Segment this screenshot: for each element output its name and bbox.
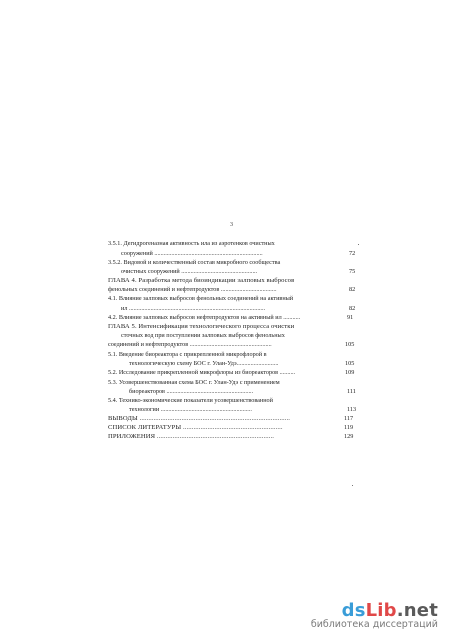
toc-line: 5.4. Технико-экономические показатели усовершенствованной: [108, 397, 273, 404]
toc-line: 5.2. Исследование прикрепленной микрофлоры из биореакторов ..........: [108, 369, 296, 376]
toc-line: 3.5.1. Дегидрогеназная активность ила из аэротенков очистных: [108, 240, 275, 247]
toc-page-num: 111: [347, 388, 356, 395]
toc-page-num: 129: [344, 433, 354, 440]
toc-line: сооружений ......................................................................: [121, 250, 263, 257]
toc-page-num: 91: [347, 314, 354, 321]
toc-line: СПИСОК ЛИТЕРАТУРЫ .........................................................: [108, 424, 283, 431]
toc-page-num: 75: [349, 268, 356, 275]
toc-line: сточных вод при поступлении залповых выбросов фенольных: [121, 332, 285, 339]
toc-line: 5.1. Введение биореактора с прикрепленной микрофлорой в: [108, 351, 267, 358]
toc-page-num: 72: [349, 250, 356, 257]
toc-line: ПРИЛОЖЕНИЯ ...................................................................: [108, 433, 275, 440]
toc-line: очистных сооружений .................................................: [121, 268, 258, 275]
toc-line: технологии ...........................................................: [129, 406, 252, 413]
toc-page-num: 82: [349, 305, 356, 312]
watermark-subtitle: библиотека диссертаций: [310, 619, 438, 630]
toc-page-num: 105: [345, 360, 355, 367]
scan-speck: [352, 485, 353, 486]
toc-line: ил ........................................................................................: [121, 305, 266, 312]
toc-line: 3.5.2. Видовой и количественный состав микробного сообщества: [108, 259, 281, 266]
toc-page-num: 109: [345, 369, 355, 376]
toc-line: соединений и нефтепродуктов .....................................................: [108, 341, 272, 348]
toc-line: ГЛАВА 5. Интенсификация технологического процесса очистки: [108, 323, 295, 330]
toc-page-num: 113: [347, 406, 357, 413]
toc-page-num: 105: [345, 341, 355, 348]
toc-page-num: 117: [344, 415, 354, 422]
toc-line: ВЫВОДЫ ......................................................................................: [108, 415, 290, 422]
toc-line: 4.2. Влияние залповых выбросов нефтепродуктов на активный ил ...........: [108, 314, 301, 321]
toc-line: технологическую схему БОС г. Улан-Удэ...........................: [129, 360, 279, 367]
dslib-watermark: [311, 600, 438, 630]
toc-line: биореакторов ........................................................: [129, 388, 254, 395]
watermark-brand: dsLib.net: [341, 600, 438, 621]
toc-line: ГЛАВА 4. Разработка метода биоиндикации залповых выбросов: [108, 277, 295, 284]
toc-line: фенольных соединений и нефтепродуктов ....................................: [108, 286, 277, 293]
scan-speck: [358, 244, 359, 245]
toc-line: 5.3. Усовершенствованная схема БОС г. Улан-Удэ с применением: [108, 379, 280, 386]
toc-page-num: 82: [349, 286, 356, 293]
page-number: 3: [230, 222, 233, 228]
toc-line: 4.1. Влияние залповых выбросов фенольных соединений на активный: [108, 295, 294, 302]
toc-page-num: 119: [344, 424, 354, 431]
